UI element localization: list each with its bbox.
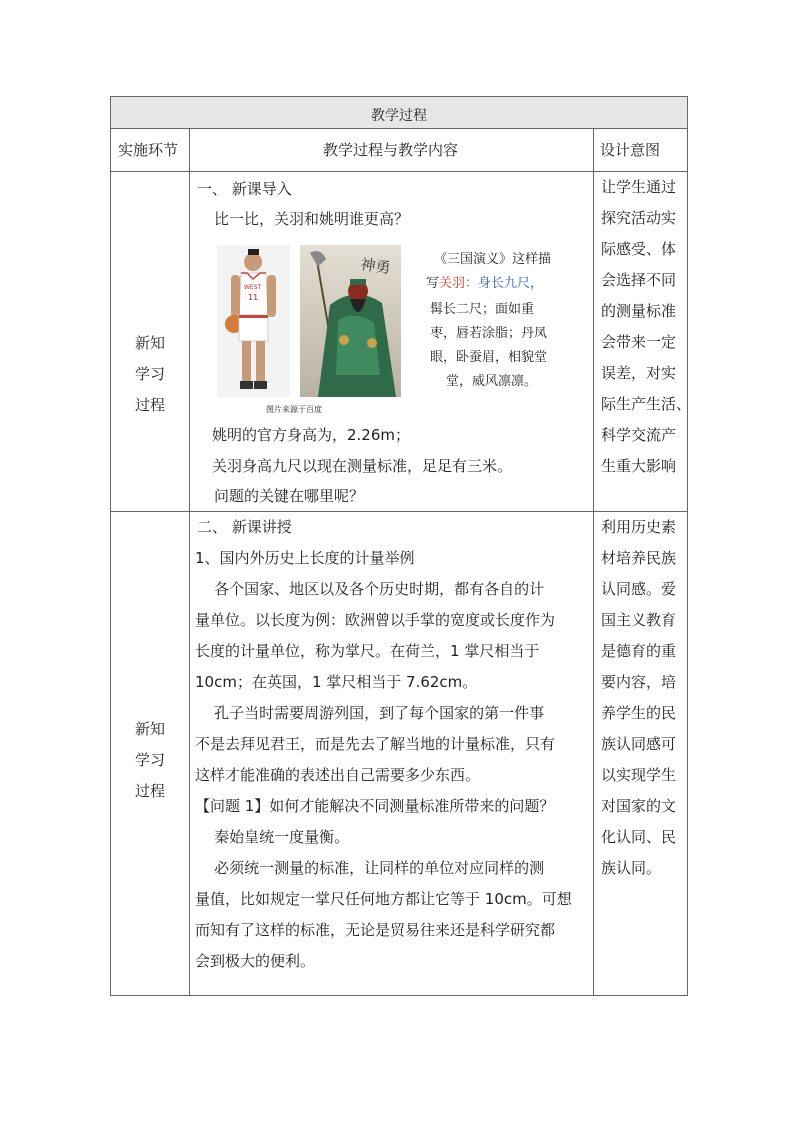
table-title: 教学过程 (371, 108, 427, 124)
content-line: 各个国家、地区以及各个历史时期，都有各自的计 (195, 580, 545, 598)
sanguo-quote-line3: 髯长二尺；面如重 (430, 302, 535, 317)
question-1: 【问题 1】如何才能解决不同测量标准所带来的问题？ (195, 797, 555, 815)
content-line: 孔子当时需要周游列国，到了每个国家的第一件事 (195, 704, 545, 722)
sanguo-quote-line1: 《三国演义》这样描 (434, 252, 552, 267)
table-row-intro (111, 172, 692, 511)
intent-cell: 让学生通过 探究活动实 际感受、体 会选择不同 的测量标准 会带来一定 误差，对实 际生产生活、 科学交流产 生重大影响 (601, 178, 692, 475)
content-line: 必须统一测量的标准，让同样的单位对应同样的测 (195, 859, 545, 877)
image-caption: 图片来源于百度 (266, 405, 322, 414)
content-line: 量值，比如规定一掌尺任何地方都让它等于 10cm。可想 (195, 890, 572, 908)
guan-yu-poster (300, 245, 401, 397)
stage-label: 新知 学习 过程 (134, 334, 165, 414)
sanguo-quote-line4: 枣，唇若涂脂；丹凤 (430, 326, 548, 341)
question-text: 比一比，关羽和姚明谁更高？ (214, 210, 410, 228)
content-line: 秦始皇统一度量衡。 (195, 828, 350, 846)
content-line: 这样才能准确的表述出自己需要多少东西。 (195, 766, 481, 784)
content-line: 关羽身高九尺以现在测量标准，足足有三米。 (212, 457, 513, 475)
sanguo-quote-line5: 眼，卧蚕眉，相貌堂 (430, 350, 548, 365)
jersey-team: WEST (244, 284, 262, 291)
header-intent: 设计意图 (600, 141, 661, 159)
content-line: 10cm；在英国，1 掌尺相当于 7.62cm。 (195, 673, 478, 691)
content-line: 不是去拜见君王，而是先去了解当地的计量标准，只有 (195, 735, 556, 753)
intent-cell: 利用历史素 材培养民族 认同感。爱 国主义教育 是德育的重 要内容，培 养学生的民 族认同感可 以实现学生 对国家的文 化认同、民 族认同。 (601, 518, 677, 877)
content-line: 而知有了这样的标准，无论是贸易往来还是科学研究都 (195, 921, 556, 939)
stage-label: 新知 学习 过程 (134, 720, 165, 800)
section-heading: 二、 新课讲授 (197, 518, 292, 536)
yao-ming-photo (217, 245, 290, 397)
divider (593, 129, 594, 995)
jersey-number: 11 (248, 293, 259, 302)
header-stage: 实施环节 (118, 141, 179, 159)
header-content: 教学过程与教学内容 (323, 141, 459, 159)
content-line: 会到极大的便利。 (195, 952, 316, 970)
table-row-lecture (111, 512, 687, 996)
content-line: 姚明的官方身高为，2.26m； (212, 426, 411, 444)
sanguo-quote-line2: 写关羽：身长九尺， (426, 276, 544, 291)
table-header-row (111, 129, 687, 171)
content-line: 长度的计量单位，称为掌尺。在荷兰，1 掌尺相当于 (195, 642, 540, 660)
table-title-row (111, 97, 687, 128)
sanguo-quote-line6: 堂，威风凛凛。 (446, 374, 538, 389)
divider (189, 129, 190, 995)
poster-title: 神勇 (359, 255, 392, 278)
section-heading: 一、 新课导入 (197, 180, 292, 198)
subheading: 1、国内外历史上长度的计量举例 (195, 549, 415, 567)
teaching-process-table (110, 96, 692, 996)
content-line: 问题的关键在哪里呢？ (214, 487, 365, 505)
content-line: 量单位。以长度为例：欧洲曾以手掌的宽度或长度作为 (195, 611, 556, 629)
